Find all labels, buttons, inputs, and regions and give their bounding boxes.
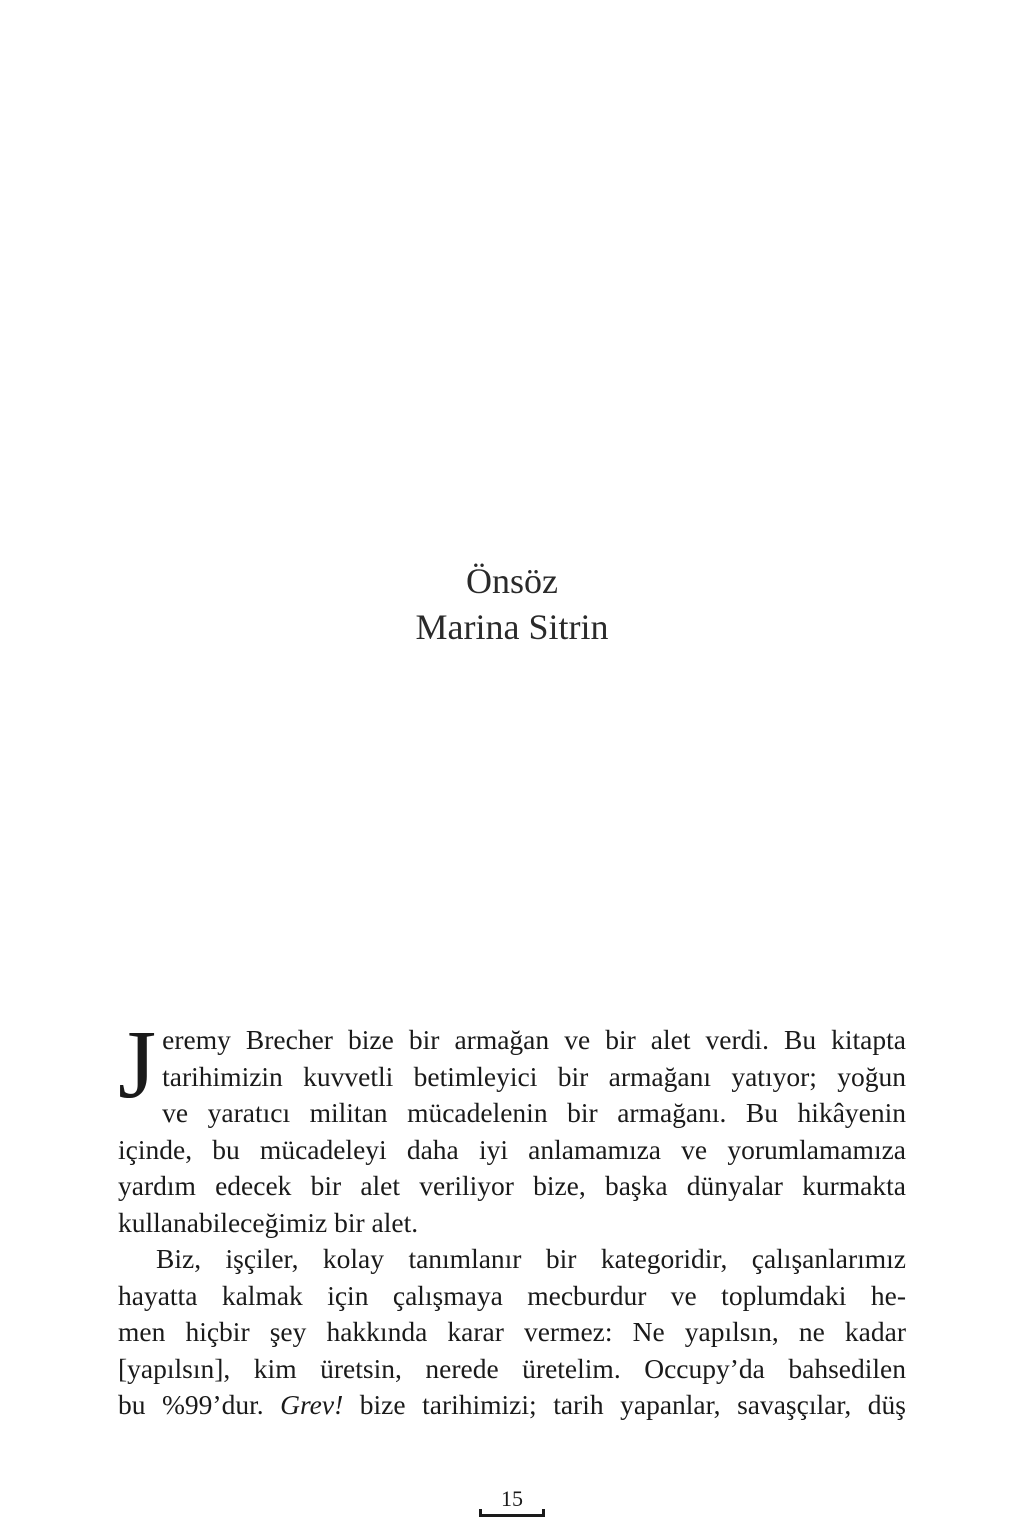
text-line: tarihimizin kuvvetli betimleyici bir armağanı yatıyor; yoğun [162, 1060, 906, 1092]
text-line: ve yaratıcı militan mücadelenin bir armağanı. Bu hikâyenin [162, 1097, 906, 1128]
drop-cap: J [118, 1011, 157, 1119]
text-line-last [118, 1387, 906, 1424]
chapter-title: Önsöz [466, 561, 558, 601]
text-line: yardım edecek bir alet veriliyor bize, başka dünyalar kurmakta [118, 1170, 906, 1201]
page-number: 15 [501, 1486, 523, 1511]
chapter-author: Marina Sitrin [415, 607, 609, 647]
text-line: eremy Brecher bize bir armağan ve bir alet verdi. Bu kitapta [162, 1024, 906, 1055]
text-line: kullanabileceğimiz bir alet. [118, 1206, 419, 1238]
text-line: men hiçbir şey hakkında karar vermez: Ne yapılsın, ne kadar [118, 1316, 906, 1347]
text-line: hayatta kalmak için çalışmaya mecburdur ve toplumdaki he- [118, 1279, 906, 1311]
text-line: Biz, işçiler, kolay tanımlanır bir kategoridir, çalışanlarımız [156, 1243, 906, 1274]
text-segment: bize tarihimizi; tarih yapanlar, savaşçılar, düş [343, 1389, 906, 1420]
text-line: [yapılsın], kim üretsin, nerede üretelim. Occupy’da bahsedilen [118, 1352, 906, 1384]
text-line: içinde, bu mücadeleyi daha iyi anlamamıza ve yorumlamamıza [118, 1133, 906, 1165]
text-segment: bu %99’dur. [118, 1389, 281, 1420]
paragraph-1 [118, 1011, 906, 1241]
body-text [118, 1011, 906, 1424]
chapter-heading [0, 558, 1024, 650]
page-footer [0, 1486, 1024, 1526]
page-number-rule [479, 1514, 545, 1517]
paragraph-2 [118, 1241, 906, 1424]
book-title-italic: Grev! [280, 1389, 344, 1420]
